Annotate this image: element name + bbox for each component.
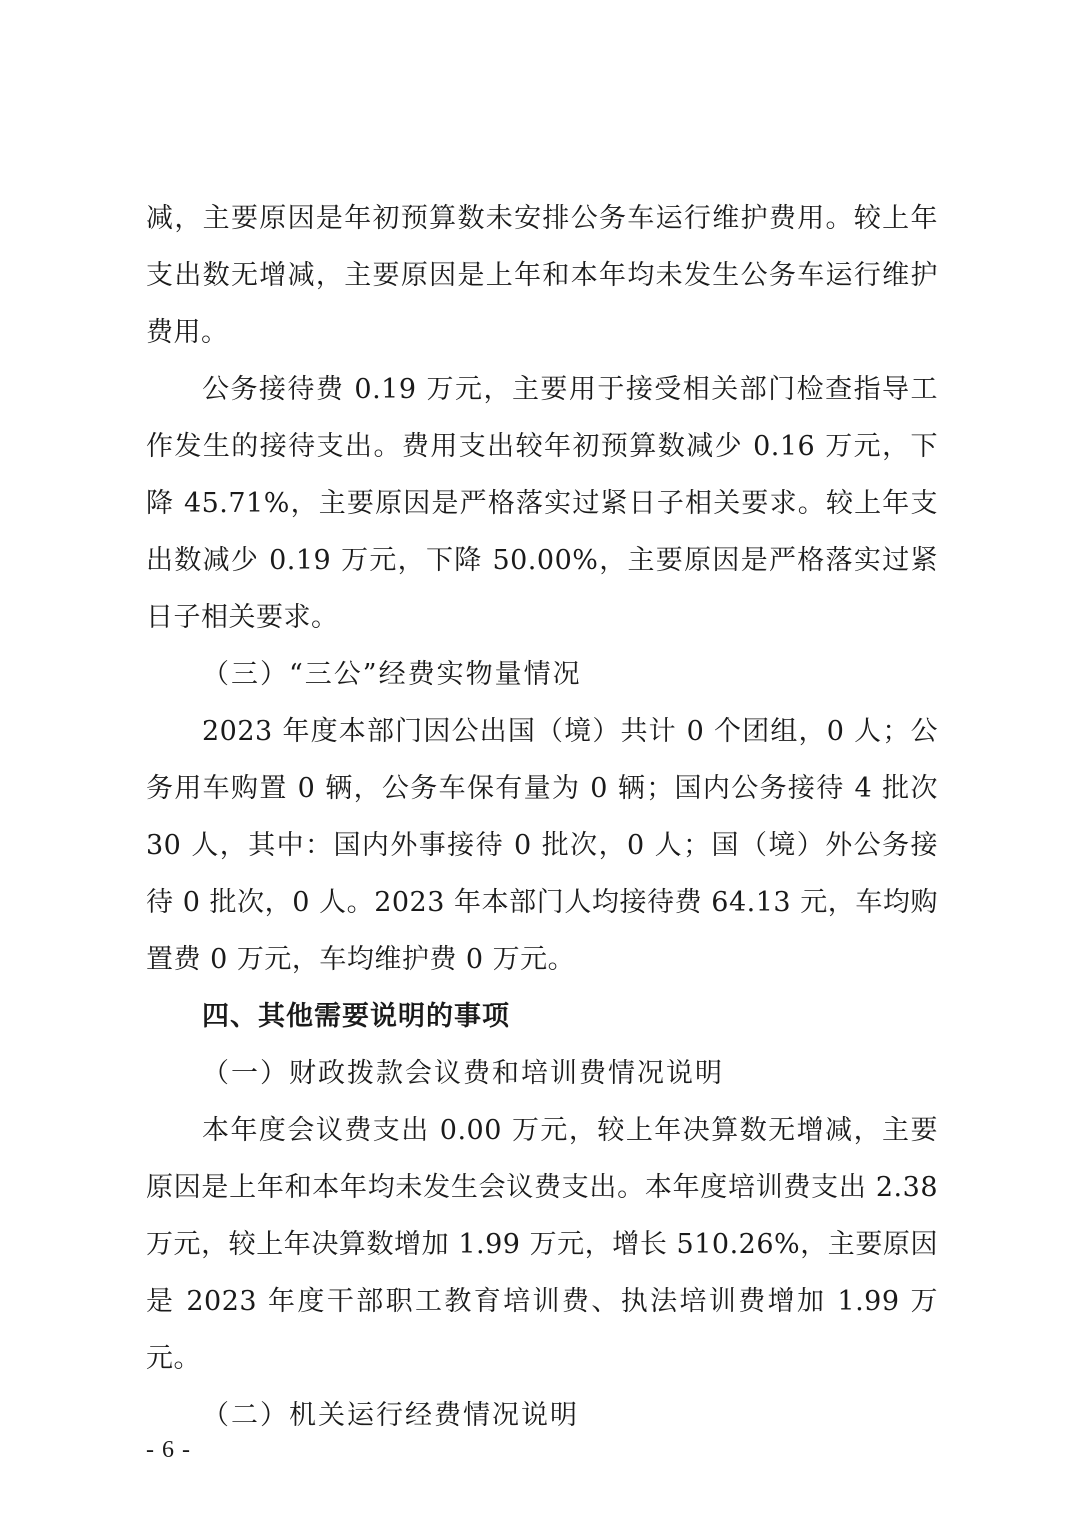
heading-other-matters: 四、其他需要说明的事项: [202, 1001, 510, 1032]
paragraph-physical-quantity: 2023 年度本部门因公出国（境）共计 0 个团组，0 人；公务用车购置 0 辆，公务车保有量为 0 辆；国内公务接待 4 批次 30 人，其中：国内外事接待 0 批次，0 人；国（境）外公务接待 0 批次，0 人。2023 年本部门人均接待费 64.13 元，车均购置费 0 万元，车均维护费 0 万元。: [146, 716, 938, 975]
page-content: [146, 190, 938, 1444]
heading-meeting-training: （一）财政拨款会议费和培训费情况说明: [202, 1058, 724, 1089]
heading-three-public-physical: （三）“三公”经费实物量情况: [202, 659, 582, 690]
page-number: - 6 -: [146, 1437, 191, 1463]
paragraph-meeting-training: 本年度会议费支出 0.00 万元，较上年决算数无增减，主要原因是上年和本年均未发生会议费支出。本年度培训费支出 2.38 万元，较上年决算数增加 1.99 万元，增长 510.26%，主要原因是 2023 年度干部职工教育培训费、执法培训费增加 1.99 万元。: [146, 1115, 938, 1374]
paragraph-vehicle-maintenance: 减，主要原因是年初预算数未安排公务车运行维护费用。较上年支出数无增减，主要原因是上年和本年均未发生公务车运行维护费用。: [146, 203, 938, 348]
heading-operating-expenses: （二）机关运行经费情况说明: [202, 1400, 579, 1431]
paragraph-reception-expense: 公务接待费 0.19 万元，主要用于接受相关部门检查指导工作发生的接待支出。费用支出较年初预算数减少 0.16 万元，下降 45.71%，主要原因是严格落实过紧日子相关要求。较上年支出数减少 0.19 万元，下降 50.00%，主要原因是严格落实过紧日子相关要求。: [146, 374, 938, 633]
